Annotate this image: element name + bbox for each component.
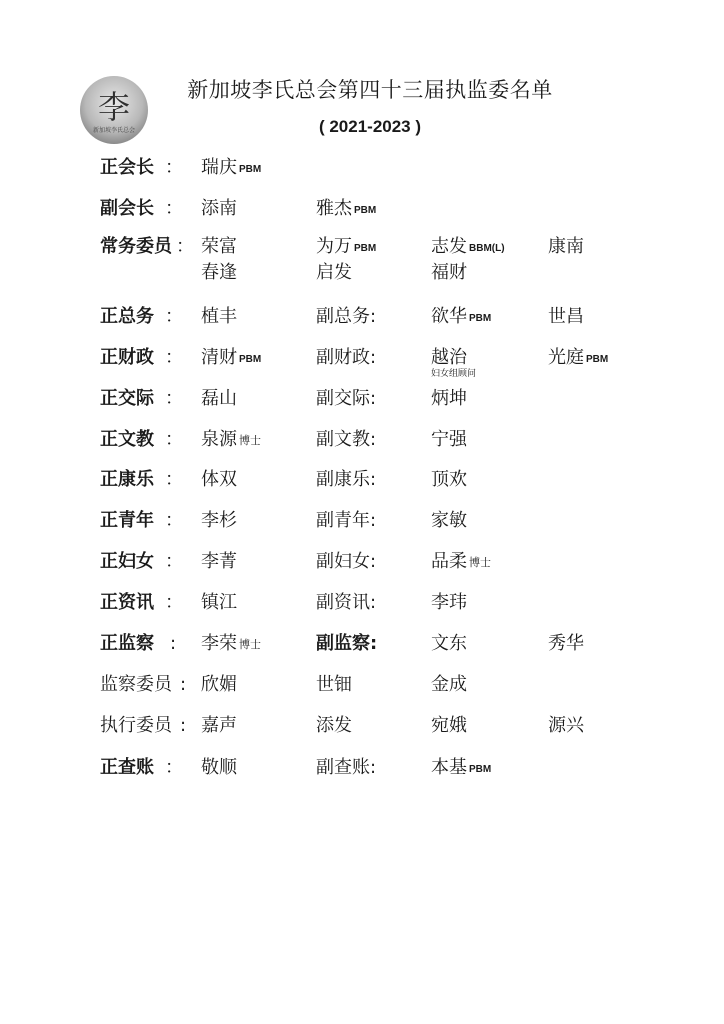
deputy-position-label: 副财政: [316, 347, 377, 368]
member-name [201, 347, 261, 371]
deputy-position-label: 副妇女: [316, 551, 377, 572]
member-name-text: 金成 [431, 674, 467, 695]
member-name-text: 世昌 [548, 306, 584, 327]
deputy-position-label: 副监察: [316, 633, 378, 654]
deputy-position-label: 副总务: [316, 306, 377, 327]
member-name [431, 592, 467, 614]
position-label: 正交际 [100, 388, 154, 409]
honour-suffix: PBM [239, 164, 262, 175]
member-name-text: 荣富 [201, 236, 237, 257]
member-name-text: 体双 [201, 469, 237, 490]
member-name [431, 469, 467, 491]
label-colon: ： [165, 198, 183, 219]
member-name: 福财 [431, 262, 467, 283]
member-name [201, 674, 237, 696]
member-name [431, 388, 467, 410]
member-name [201, 388, 237, 410]
honour-suffix: PBM [469, 764, 492, 775]
member-name [431, 715, 467, 737]
member-name [548, 715, 584, 737]
deputy-position-label: 副交际: [316, 388, 377, 409]
member-name-text: 敬顺 [201, 757, 237, 778]
deputy-position-label: 副康乐: [316, 469, 377, 490]
member-name [431, 347, 467, 369]
member-name [431, 757, 491, 781]
honour-suffix: PBM [239, 354, 262, 365]
honour-suffix: BBM(L) [469, 243, 505, 254]
label-colon: ： [165, 592, 183, 613]
member-name [201, 236, 237, 258]
label-colon: ： [165, 551, 183, 572]
honour-suffix: PBM [354, 243, 377, 254]
member-name-text: 雅杰 [316, 198, 352, 219]
member-name [316, 715, 352, 737]
label-colon: ： [165, 757, 183, 778]
member-name-text: 宁强 [431, 429, 467, 450]
logo-glyph: 李 [97, 88, 131, 126]
member-name-text: 添南 [201, 198, 237, 219]
member-name [201, 198, 237, 220]
member-name [431, 429, 467, 451]
member-name-text: 李荣 [201, 633, 237, 654]
label-colon: ： [165, 469, 183, 490]
position-label: 执行委员 [100, 715, 172, 736]
member-name-text: 李玮 [431, 592, 467, 613]
member-name-text: 添发 [316, 715, 352, 736]
member-name [201, 551, 237, 573]
member-note: 妇女组顾问 [431, 369, 477, 379]
position-label: 正资讯 [100, 592, 154, 613]
member-name-text: 清财 [201, 347, 237, 368]
label-colon: : [180, 715, 187, 736]
member-name: 春逢 [201, 262, 237, 283]
position-label: 正文教 [100, 429, 154, 450]
member-name-text: 本基 [431, 757, 467, 778]
member-name-text: 顶欢 [431, 469, 467, 490]
member-name-text: 为万 [316, 236, 352, 257]
member-name-text: 宛娥 [431, 715, 467, 736]
member-name-text: 植丰 [201, 306, 237, 327]
member-name [201, 715, 237, 737]
member-name [548, 633, 584, 655]
member-name-text: 瑞庆 [201, 157, 237, 178]
member-name-text: 欣媚 [201, 674, 237, 695]
member-name-text: 越治 [431, 347, 467, 368]
member-name-text: 世钿 [316, 674, 352, 695]
deputy-position-label: 副文教: [316, 429, 377, 450]
member-name [201, 633, 261, 656]
member-name-text: 源兴 [548, 715, 584, 736]
association-logo [78, 74, 150, 146]
position-label: 正康乐 [100, 469, 154, 490]
label-colon: ： [165, 306, 183, 327]
member-name-text: 品柔 [431, 551, 467, 572]
member-name-text: 欲华 [431, 306, 467, 327]
title-suffix: 博士 [239, 638, 261, 651]
deputy-position-label: 副青年: [316, 510, 377, 531]
deputy-position-label: 副查账: [316, 757, 377, 778]
label-colon: ： [165, 388, 183, 409]
member-name-text: 文东 [431, 633, 467, 654]
member-name [201, 157, 261, 181]
position-label: 副会长 [100, 198, 154, 219]
term-years: ( 2021-2023 ) [318, 117, 422, 136]
label-colon: ： [165, 429, 183, 450]
label-colon: ： [165, 510, 183, 531]
deputy-position-label: 副资讯: [316, 592, 377, 613]
member-name [431, 306, 491, 330]
member-name-text: 镇江 [201, 592, 237, 613]
member-name-text: 秀华 [548, 633, 584, 654]
member-name [548, 306, 584, 328]
member-name-text: 炳坤 [431, 388, 467, 409]
member-name [201, 592, 237, 614]
member-name-text: 光庭 [548, 347, 584, 368]
label-colon: ： [165, 157, 183, 178]
member-name-text: 志发 [431, 236, 467, 257]
member-name [201, 469, 237, 491]
position-label: 正查账 [100, 757, 154, 778]
position-label: 正财政 [100, 347, 154, 368]
member-name [548, 347, 608, 371]
member-name-text: 嘉声 [201, 715, 237, 736]
member-name [201, 429, 261, 452]
member-name [316, 236, 376, 260]
member-name [431, 633, 467, 655]
title-suffix: 博士 [469, 556, 491, 569]
member-name-text: 李杉 [201, 510, 237, 531]
page-title: 新加坡李氏总会第四十三届执监委名单 [187, 78, 553, 102]
member-name [431, 674, 467, 696]
position-label: 正青年 [100, 510, 154, 531]
member-name [316, 198, 376, 222]
position-label: 正监察 [100, 633, 154, 654]
position-label: 正妇女 [100, 551, 154, 572]
member-name [201, 306, 237, 328]
honour-suffix: PBM [354, 205, 377, 216]
honour-suffix: PBM [586, 354, 609, 365]
member-name [431, 236, 505, 260]
member-name-text: 泉源 [201, 429, 237, 450]
label-colon: : [170, 633, 177, 654]
member-name [548, 236, 584, 258]
logo-caption: 新加坡李氏总会 [92, 127, 136, 134]
member-name-text: 李菁 [201, 551, 237, 572]
position-label: 正总务 [100, 306, 154, 327]
member-name: 启发 [316, 262, 352, 283]
label-colon: ： [165, 347, 183, 368]
member-name [431, 551, 491, 574]
position-label: 监察委员 [100, 674, 172, 695]
position-label: 常务委员 [100, 236, 172, 257]
label-colon: ： [176, 236, 194, 257]
label-colon: : [180, 674, 187, 695]
member-name-text: 家敏 [431, 510, 467, 531]
honour-suffix: PBM [469, 313, 492, 324]
position-label: 正会长 [100, 157, 154, 178]
title-suffix: 博士 [239, 434, 261, 447]
member-name [316, 674, 352, 696]
member-name-text: 康南 [548, 236, 584, 257]
member-name [431, 510, 467, 532]
member-name [201, 757, 237, 779]
member-name-text: 磊山 [201, 388, 237, 409]
member-name [201, 510, 237, 532]
